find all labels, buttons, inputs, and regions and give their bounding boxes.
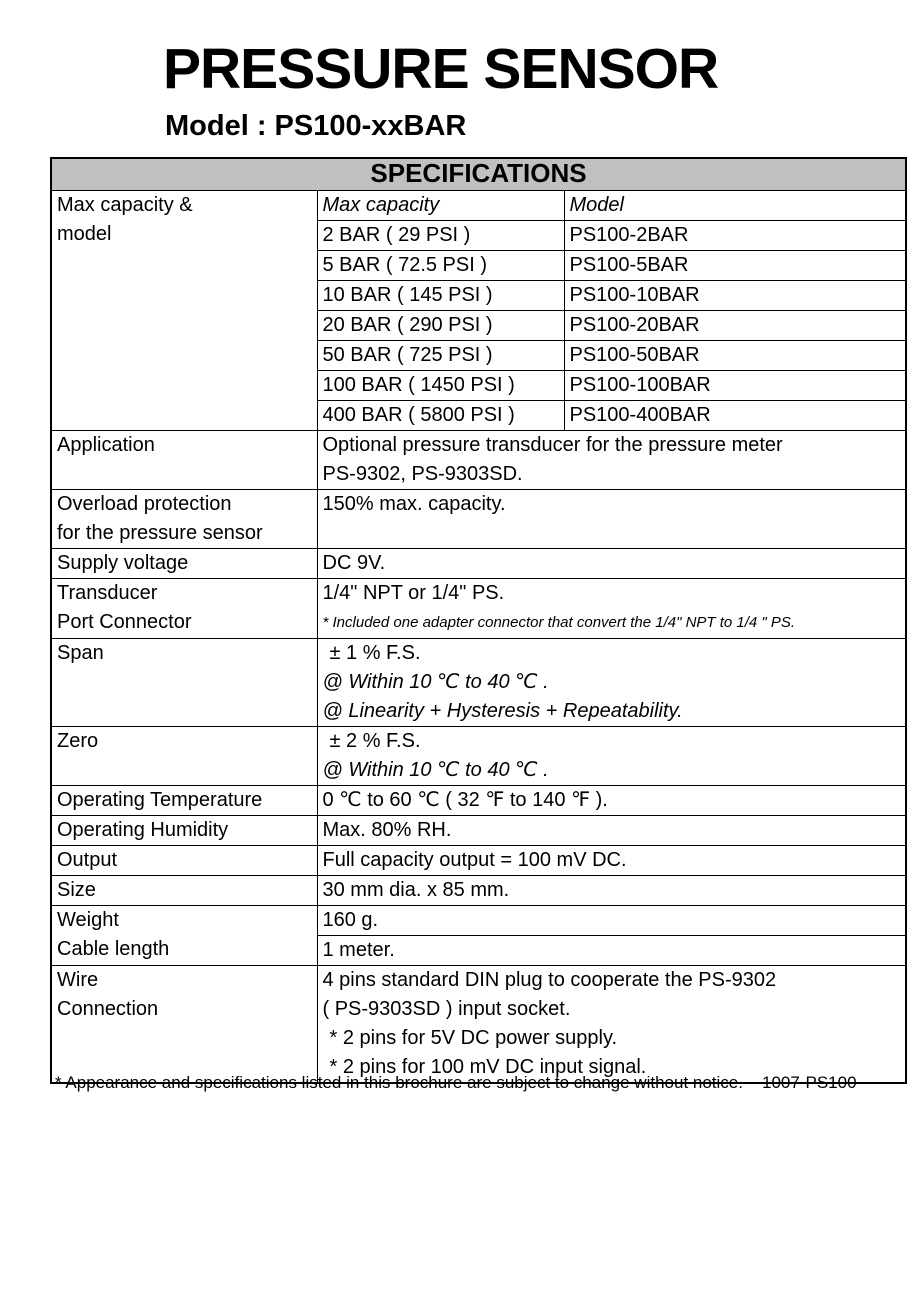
capacity-value: 20 BAR ( 290 PSI ): [317, 311, 564, 341]
zero-value: [317, 727, 906, 786]
span-note1: @ Within 10 ℃ to 40 ℃ .: [322, 671, 549, 693]
application-value-line1: Optional pressure transducer for the pressure meter: [322, 434, 783, 456]
operating-humidity-value: Max. 80% RH.: [317, 816, 906, 846]
supply-row: [51, 549, 906, 579]
wire-value-line1: 4 pins standard DIN plug to cooperate the PS-9302: [322, 969, 777, 991]
transducer-value: [317, 579, 906, 639]
operating-humidity-label: Operating Humidity: [51, 816, 317, 846]
capacity-value: 100 BAR ( 1450 PSI ): [317, 371, 564, 401]
model-value: PS100-100BAR: [564, 371, 906, 401]
capacity-value: 50 BAR ( 725 PSI ): [317, 341, 564, 371]
model-value: PS100-10BAR: [564, 281, 906, 311]
zero-row: [51, 727, 906, 786]
span-row: [51, 639, 906, 727]
column-header-model: Model: [564, 191, 906, 221]
cable-length-value: 1 meter.: [317, 936, 906, 966]
supply-label: Supply voltage: [51, 549, 317, 579]
wire-value-line2: ( PS-9303SD ) input socket.: [322, 998, 571, 1020]
weight-cable-label: [51, 906, 317, 966]
footer-disclaimer: * Appearance and specifications listed in this brochure are subject to change without notice.: [55, 1073, 743, 1092]
size-row: [51, 876, 906, 906]
specifications-table: [50, 157, 907, 1084]
model-value: PS100-20BAR: [564, 311, 906, 341]
overload-label-line2: for the pressure sensor: [57, 522, 263, 544]
zero-value-line: ± 2 % F.S.: [329, 730, 421, 752]
model-subtitle: Model : PS100-xxBAR: [165, 110, 467, 142]
transducer-label: [51, 579, 317, 639]
wire-connection-value: [317, 966, 906, 1084]
footer: [55, 1072, 905, 1094]
wire-connection-label: [51, 966, 317, 1084]
overload-label-line1: Overload protection: [57, 493, 232, 515]
application-value-line2: PS-9302, PS-9303SD.: [322, 463, 523, 485]
zero-label: Zero: [51, 727, 317, 786]
footer-document-code: 1007-PS100: [762, 1073, 857, 1092]
weight-row: [51, 906, 906, 936]
wire-value-line3: * 2 pins for 5V DC power supply.: [329, 1027, 618, 1049]
wire-value-line4: * 2 pins for 100 mV DC input signal.: [329, 1056, 647, 1078]
transducer-row: [51, 579, 906, 639]
column-header-max-capacity: Max capacity: [317, 191, 564, 221]
capacity-value: 400 BAR ( 5800 PSI ): [317, 401, 564, 431]
wire-label-line2: Connection: [57, 998, 159, 1020]
wire-label-line1: Wire: [57, 969, 99, 991]
span-label: Span: [51, 639, 317, 727]
size-value: 30 mm dia. x 85 mm.: [317, 876, 906, 906]
specifications-heading: SPECIFICATIONS: [51, 158, 906, 191]
transducer-label-line1: Transducer: [57, 582, 158, 604]
application-row: [51, 431, 906, 490]
model-value: PS100-2BAR: [564, 221, 906, 251]
model-value: PS100-400BAR: [564, 401, 906, 431]
transducer-note: * Included one adapter connector that convert the 1/4" NPT to 1/4 " PS.: [322, 614, 796, 631]
capacity-label-line1: Max capacity &: [57, 194, 193, 216]
model-value: PS100-5BAR: [564, 251, 906, 281]
output-value: Full capacity output = 100 mV DC.: [317, 846, 906, 876]
operating-temperature-value: 0 ℃ to 60 ℃ ( 32 ℉ to 140 ℉ ).: [317, 786, 906, 816]
application-value: [317, 431, 906, 490]
output-row: [51, 846, 906, 876]
capacity-row-label: [51, 191, 317, 431]
weight-value: 160 g.: [317, 906, 906, 936]
supply-value: DC 9V.: [317, 549, 906, 579]
overload-row: [51, 490, 906, 549]
output-label: Output: [51, 846, 317, 876]
application-label: Application: [51, 431, 317, 490]
page-title: PRESSURE SENSOR: [163, 37, 719, 101]
capacity-value: 10 BAR ( 145 PSI ): [317, 281, 564, 311]
zero-note1: @ Within 10 ℃ to 40 ℃ .: [322, 759, 549, 781]
transducer-value-line: 1/4" NPT or 1/4" PS.: [322, 582, 505, 604]
span-value: [317, 639, 906, 727]
model-value: PS100-50BAR: [564, 341, 906, 371]
overload-value: 150% max. capacity.: [317, 490, 906, 549]
span-value-line: ± 1 % F.S.: [329, 642, 421, 664]
capacity-value: 5 BAR ( 72.5 PSI ): [317, 251, 564, 281]
weight-label: Weight: [57, 909, 119, 931]
transducer-label-line2: Port Connector: [57, 611, 192, 633]
capacity-value: 2 BAR ( 29 PSI ): [317, 221, 564, 251]
overload-label: [51, 490, 317, 549]
capacity-header-row: [51, 191, 906, 221]
cable-length-label: Cable length: [57, 938, 170, 960]
table-header-row: [51, 158, 906, 191]
span-note2: @ Linearity + Hysteresis + Repeatability.: [322, 700, 683, 722]
size-label: Size: [51, 876, 317, 906]
capacity-label-line2: model: [57, 223, 112, 245]
wire-connection-row: [51, 966, 906, 1084]
operating-temperature-row: [51, 786, 906, 816]
operating-temperature-label: Operating Temperature: [51, 786, 317, 816]
operating-humidity-row: [51, 816, 906, 846]
